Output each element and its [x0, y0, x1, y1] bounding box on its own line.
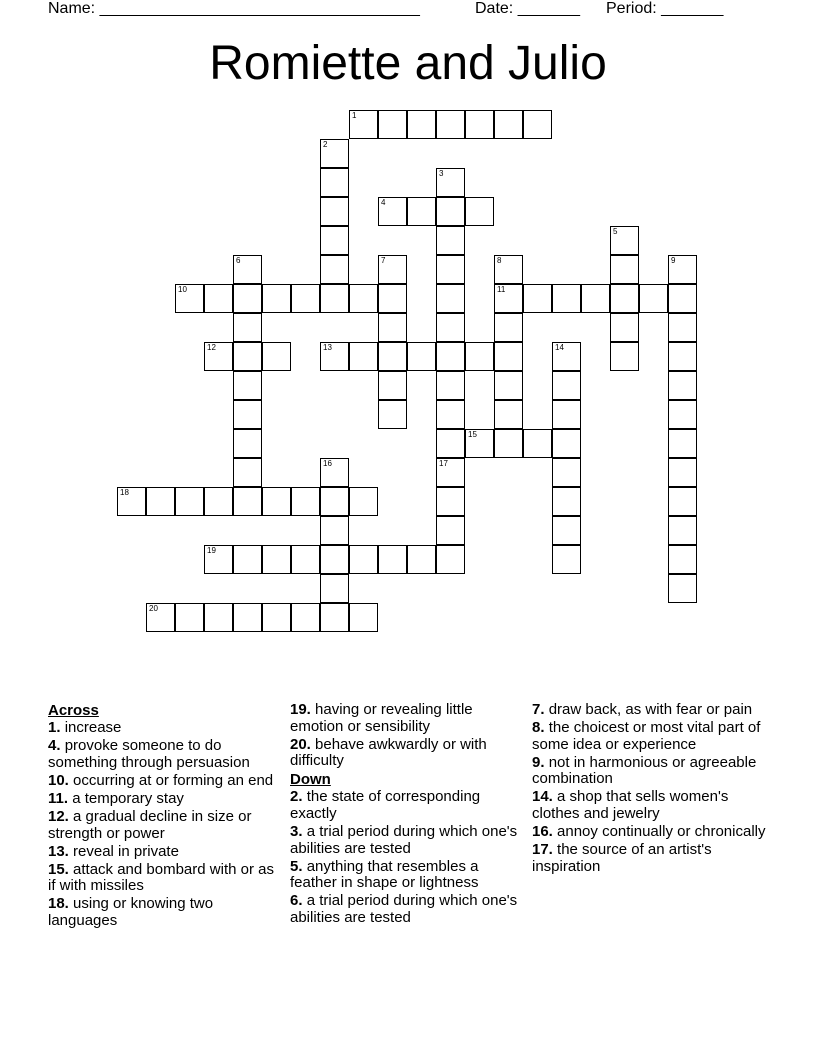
grid-cell[interactable] — [320, 284, 349, 313]
grid-cell[interactable] — [204, 603, 233, 632]
grid-cell[interactable] — [407, 545, 436, 574]
grid-cell[interactable] — [407, 197, 436, 226]
grid-cell[interactable] — [349, 487, 378, 516]
grid-cell[interactable] — [494, 313, 523, 342]
grid-cell[interactable] — [378, 400, 407, 429]
clue-item-text: the state of corresponding exactly — [290, 788, 481, 822]
clue-item-text: a gradual decline in size or strength or power — [48, 807, 252, 842]
grid-cell[interactable] — [465, 197, 494, 226]
grid-cell[interactable] — [668, 429, 697, 458]
grid-cell[interactable] — [233, 342, 262, 371]
clue-item — [48, 773, 280, 790]
grid-cell[interactable] — [581, 284, 610, 313]
grid-cell[interactable] — [610, 284, 639, 313]
grid-cell[interactable] — [436, 487, 465, 516]
clue-item-text: a trial period during which one's abilities are tested — [290, 892, 518, 927]
grid-cell[interactable] — [465, 429, 494, 458]
grid-cell[interactable] — [204, 545, 233, 574]
clue-item-text: provoke someone to do something through persuasion — [48, 737, 250, 771]
clue-number: 6 — [236, 256, 241, 265]
grid-cell[interactable] — [668, 400, 697, 429]
clue-number: 19 — [207, 546, 216, 555]
clue-item-text: a temporary stay — [72, 789, 184, 807]
grid-cell[interactable] — [233, 284, 262, 313]
clue-number: 14 — [555, 343, 564, 352]
grid-cell[interactable] — [378, 313, 407, 342]
clue-number: 20 — [149, 604, 158, 613]
grid-cell[interactable] — [378, 284, 407, 313]
clue-item-number: 9. — [532, 753, 545, 771]
grid-cell[interactable] — [320, 458, 349, 487]
grid-cell[interactable] — [320, 603, 349, 632]
clue-number: 16 — [323, 459, 332, 468]
down-heading: Down — [290, 771, 331, 789]
grid-cell[interactable] — [436, 168, 465, 197]
grid-cell[interactable] — [552, 516, 581, 545]
grid-cell[interactable] — [436, 342, 465, 371]
grid-cell[interactable] — [262, 545, 291, 574]
grid-cell[interactable] — [465, 342, 494, 371]
clue-item-number: 6. — [290, 892, 303, 910]
clue-item — [48, 809, 280, 842]
grid-cell[interactable] — [204, 342, 233, 371]
grid-cell[interactable] — [523, 284, 552, 313]
clue-item-number: 10. — [48, 771, 69, 789]
clue-item-number: 5. — [290, 857, 303, 875]
grid-cell[interactable] — [436, 110, 465, 139]
grid-cell[interactable] — [320, 139, 349, 168]
clue-item — [48, 738, 280, 771]
clue-item-number: 19. — [290, 701, 311, 718]
clue-item — [290, 702, 526, 735]
clue-number: 4 — [381, 198, 386, 207]
grid-cell[interactable] — [175, 603, 204, 632]
grid-cell[interactable] — [436, 197, 465, 226]
clue-item-text: attack and bombard with or as if with missiles — [48, 860, 274, 895]
grid-cell[interactable] — [523, 110, 552, 139]
clue-item — [48, 844, 280, 861]
grid-cell[interactable] — [117, 487, 146, 516]
clue-item-text: annoy continually or chronically — [557, 823, 766, 841]
grid-cell[interactable] — [175, 487, 204, 516]
clue-number: 2 — [323, 140, 328, 149]
clue-item-number: 1. — [48, 719, 61, 736]
grid-cell[interactable] — [146, 487, 175, 516]
clue-item — [48, 791, 280, 808]
grid-cell[interactable] — [349, 342, 378, 371]
grid-cell[interactable] — [610, 226, 639, 255]
clue-item — [290, 737, 526, 770]
grid-cell[interactable] — [175, 284, 204, 313]
grid-cell[interactable] — [262, 342, 291, 371]
clue-item — [290, 859, 526, 892]
grid-cell[interactable] — [436, 371, 465, 400]
name-field-label[interactable]: Name: ____________________________________ — [48, 0, 420, 17]
clue-item — [532, 824, 768, 841]
grid-cell[interactable] — [349, 284, 378, 313]
clue-item-number: 13. — [48, 842, 69, 860]
grid-cell[interactable] — [320, 342, 349, 371]
grid-cell[interactable] — [320, 545, 349, 574]
clue-item — [532, 789, 768, 822]
clue-item-text: behave awkwardly or with difficulty — [290, 735, 487, 770]
clue-item — [532, 702, 768, 719]
clue-number: 18 — [120, 488, 129, 497]
grid-cell[interactable] — [610, 313, 639, 342]
grid-cell[interactable] — [291, 487, 320, 516]
grid-cell[interactable] — [233, 400, 262, 429]
clue-item-number: 4. — [48, 737, 61, 755]
grid-cell[interactable] — [233, 603, 262, 632]
clue-number: 9 — [671, 256, 676, 265]
grid-cell[interactable] — [262, 284, 291, 313]
grid-cell[interactable] — [233, 429, 262, 458]
clue-number: 1 — [352, 111, 357, 120]
clue-item — [48, 720, 280, 737]
grid-cell[interactable] — [320, 516, 349, 545]
clues-column-2 — [290, 702, 526, 928]
clue-number: 15 — [468, 430, 477, 439]
grid-cell[interactable] — [494, 371, 523, 400]
clue-number: 8 — [497, 256, 502, 265]
grid-cell[interactable] — [668, 371, 697, 400]
grid-cell[interactable] — [320, 226, 349, 255]
grid-cell[interactable] — [436, 284, 465, 313]
grid-cell[interactable] — [523, 429, 552, 458]
grid-cell[interactable] — [494, 110, 523, 139]
grid-cell[interactable] — [320, 197, 349, 226]
clues-column-1 — [48, 702, 280, 931]
grid-cell[interactable] — [668, 342, 697, 371]
grid-cell[interactable] — [494, 342, 523, 371]
clue-item-text: the source of an artist's inspiration — [532, 841, 712, 875]
clue-item-number: 8. — [532, 719, 545, 737]
grid-cell[interactable] — [552, 458, 581, 487]
clue-item-text: using or knowing two languages — [48, 895, 214, 930]
clue-item-number: 11. — [48, 789, 69, 807]
clue-item — [290, 893, 526, 926]
grid-cell[interactable] — [233, 458, 262, 487]
clue-item-text: a shop that sells women's clothes and jewelry — [532, 788, 729, 823]
clue-item-number: 3. — [290, 823, 303, 841]
grid-cell[interactable] — [407, 110, 436, 139]
grid-cell[interactable] — [146, 603, 175, 632]
grid-cell[interactable] — [436, 226, 465, 255]
clue-number: 3 — [439, 169, 444, 178]
grid-cell[interactable] — [291, 284, 320, 313]
clue-item — [532, 720, 768, 753]
grid-cell[interactable] — [668, 574, 697, 603]
clue-item-number: 14. — [532, 788, 553, 806]
grid-cell[interactable] — [262, 603, 291, 632]
grid-cell[interactable] — [233, 255, 262, 284]
grid-cell[interactable] — [494, 284, 523, 313]
grid-cell[interactable] — [233, 487, 262, 516]
grid-cell[interactable] — [407, 342, 436, 371]
grid-cell[interactable] — [349, 545, 378, 574]
grid-cell[interactable] — [552, 487, 581, 516]
grid-cell[interactable] — [233, 313, 262, 342]
grid-cell[interactable] — [320, 574, 349, 603]
clue-item-number: 12. — [48, 807, 69, 825]
grid-cell[interactable] — [465, 110, 494, 139]
grid-cell[interactable] — [494, 429, 523, 458]
clue-item-text: a trial period during which one's abilities are tested — [290, 823, 518, 857]
grid-cell[interactable] — [552, 371, 581, 400]
grid-cell[interactable] — [668, 487, 697, 516]
grid-cell[interactable] — [494, 400, 523, 429]
clue-item-number: 7. — [532, 701, 545, 718]
grid-cell[interactable] — [320, 255, 349, 284]
grid-cell[interactable] — [668, 313, 697, 342]
grid-cell[interactable] — [262, 487, 291, 516]
clue-item-text: draw back, as with fear or pain — [548, 701, 753, 718]
grid-cell[interactable] — [378, 255, 407, 284]
clue-item-number: 15. — [48, 860, 69, 878]
grid-cell[interactable] — [378, 197, 407, 226]
clue-item — [532, 755, 768, 788]
grid-cell[interactable] — [494, 255, 523, 284]
clue-item-text: not in harmonious or agreeable combination — [532, 753, 757, 788]
grid-cell[interactable] — [668, 255, 697, 284]
clue-item — [48, 862, 280, 895]
clue-item-number: 17. — [532, 841, 553, 859]
grid-cell[interactable] — [552, 400, 581, 429]
clue-item-text: increase — [64, 719, 122, 736]
grid-cell[interactable] — [349, 603, 378, 632]
grid-cell[interactable] — [668, 458, 697, 487]
across-heading: Across — [48, 702, 99, 719]
grid-cell[interactable] — [378, 545, 407, 574]
grid-cell[interactable] — [436, 516, 465, 545]
clue-number: 10 — [178, 285, 187, 294]
clue-item-text: occurring at or forming an end — [73, 771, 274, 789]
clue-item — [532, 842, 768, 875]
grid-cell[interactable] — [552, 429, 581, 458]
clue-item-text: reveal in private — [73, 842, 179, 860]
grid-cell[interactable] — [436, 458, 465, 487]
grid-cell[interactable] — [552, 284, 581, 313]
clue-number: 13 — [323, 343, 332, 352]
grid-cell[interactable] — [204, 284, 233, 313]
grid-cell[interactable] — [668, 545, 697, 574]
grid-cell[interactable] — [610, 255, 639, 284]
grid-cell[interactable] — [320, 487, 349, 516]
grid-cell[interactable] — [552, 545, 581, 574]
grid-cell[interactable] — [610, 342, 639, 371]
grid-cell[interactable] — [436, 400, 465, 429]
grid-cell[interactable] — [436, 429, 465, 458]
clue-item-number: 18. — [48, 895, 69, 913]
clue-item-text: having or revealing little emotion or sensibility — [290, 701, 473, 735]
grid-cell[interactable] — [436, 545, 465, 574]
grid-cell[interactable] — [436, 255, 465, 284]
clue-item-text: the choicest or most vital part of some idea or experience — [532, 719, 761, 753]
grid-cell[interactable] — [204, 487, 233, 516]
grid-cell[interactable] — [639, 284, 668, 313]
clue-number: 17 — [439, 459, 448, 468]
clue-number: 11 — [497, 285, 506, 294]
clue-item-text: anything that resembles a feather in shape or lightness — [290, 857, 479, 892]
grid-cell[interactable] — [668, 516, 697, 545]
grid-cell[interactable] — [436, 313, 465, 342]
grid-cell[interactable] — [320, 168, 349, 197]
grid-cell[interactable] — [233, 545, 262, 574]
grid-cell[interactable] — [233, 371, 262, 400]
grid-cell[interactable] — [668, 284, 697, 313]
clue-item-number: 16. — [532, 823, 553, 841]
puzzle-title: Romiette and Julio — [209, 37, 607, 90]
grid-cell[interactable] — [378, 342, 407, 371]
date-field-label[interactable]: Date: _______ — [475, 0, 580, 17]
clue-item-number: 20. — [290, 735, 311, 753]
grid-cell[interactable] — [291, 545, 320, 574]
grid-cell[interactable] — [378, 371, 407, 400]
clue-number: 5 — [613, 227, 618, 236]
clue-number: 12 — [207, 343, 216, 352]
period-field-label[interactable]: Period: _______ — [606, 0, 724, 17]
grid-cell[interactable] — [349, 110, 378, 139]
grid-cell[interactable] — [378, 110, 407, 139]
clues-column-3 — [532, 702, 768, 877]
clue-item-number: 2. — [290, 788, 303, 806]
clue-item — [290, 789, 526, 822]
grid-cell[interactable] — [552, 342, 581, 371]
clue-number: 7 — [381, 256, 386, 265]
grid-cell[interactable] — [291, 603, 320, 632]
clue-item — [48, 896, 280, 929]
clue-item — [290, 824, 526, 857]
